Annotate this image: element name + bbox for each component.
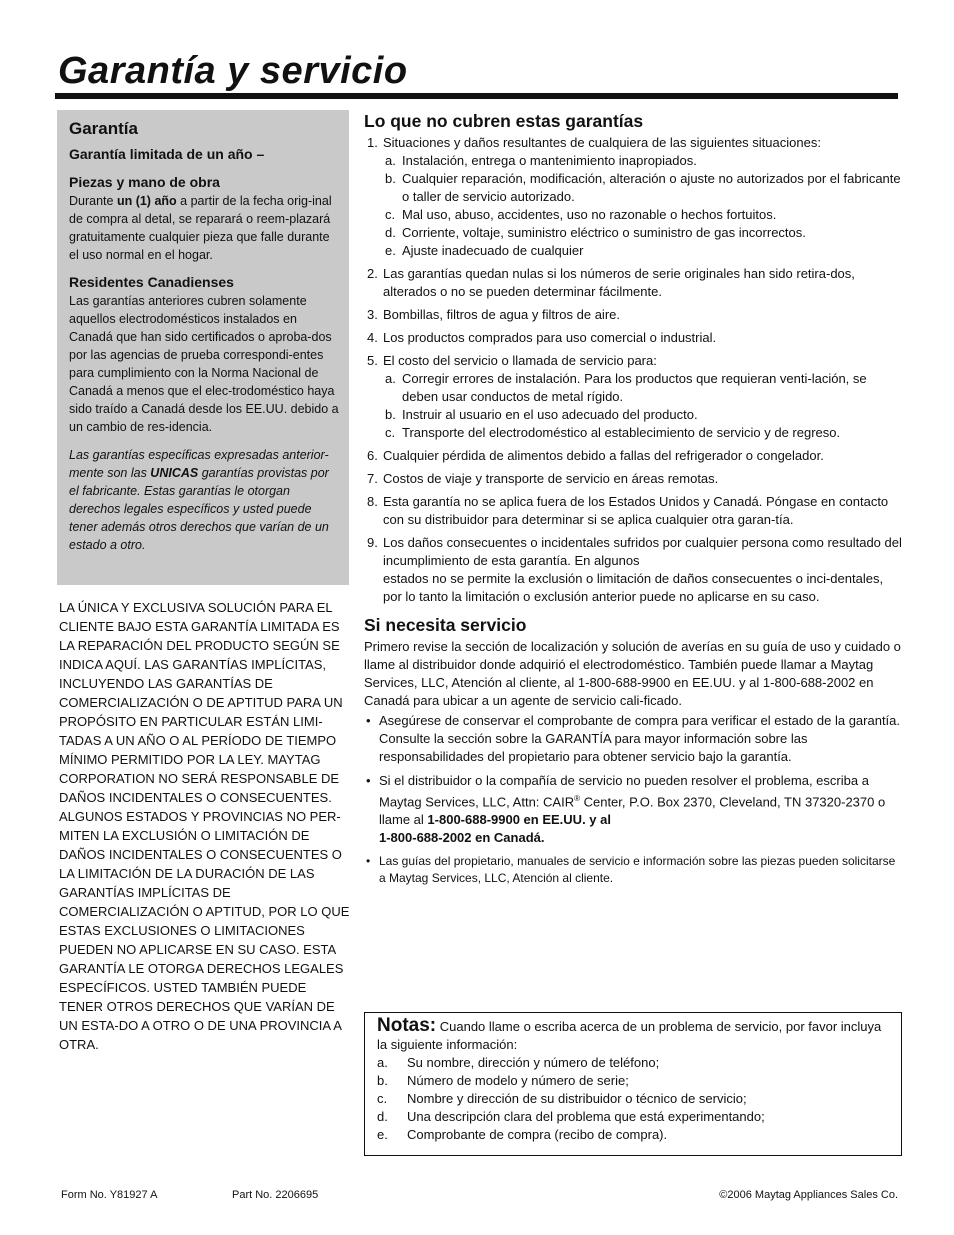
notes-item: b. Número de modelo y número de serie;: [377, 1073, 629, 1088]
not-covered-heading: Lo que no cubren estas garantías: [364, 111, 644, 131]
not-covered-subitem: a. Instalación, entrega o mantenimiento inapropiados.: [385, 153, 697, 168]
warranty-subheading-1: Garantía limitada de un año –: [69, 146, 265, 162]
specific-warranties-note: Las garantías específicas expresadas anterior-mente son las UNICAS garantías provistas por el fabricante. Estas garantías le otorgan derechos legales específicos y usted puede tener además otros derechos que varían de un estado a otro.: [69, 448, 329, 552]
not-covered-item: 5. El costo del servicio o llamada de servicio para: a. Corregir errores de instalación. Para los productos que requieran venti-lación, se deben usar conductos de metal rígido. b. Instruir al usuario en el uso adecuado del producto. c. Transporte del electrodoméstico al establecimiento de servicio y de regreso.: [364, 352, 904, 442]
not-covered-subitem: e. Ajuste inadecuado de cualquier: [385, 243, 584, 258]
warranty-box: [57, 110, 349, 585]
warranty-period: un (1) año: [116, 194, 177, 208]
not-covered-subitem: c. Transporte del electrodoméstico al establecimiento de servicio y de regreso.: [385, 425, 841, 440]
notes-list: [377, 1054, 891, 1144]
page-title: Garantía y servicio: [58, 50, 408, 92]
not-covered-subitem: c. Mal uso, abuso, accidentes, uso no razonable o hechos fortuitos.: [385, 207, 777, 222]
warranty-subheading-2: Piezas y mano de obra: [69, 174, 220, 190]
canada-text: Las garantías anteriores cubren solamente aquellos electrodomésticos instalados en Canadá que han sido certificados o aproba-dos por las agencias de prueba correspondi-entes para cumplimiento con la Norma Nacional de Canadá a menos que el elec-trodoméstico haya sido traído a Canadá desde los EE.UU. debido a un cambio de res-idencia.: [69, 294, 339, 434]
copyright: ©2006 Maytag Appliances Sales Co.: [719, 1189, 898, 1201]
title-rule: [55, 93, 898, 99]
notes-item: a. Su nombre, dirección y número de teléfono;: [377, 1055, 660, 1070]
not-covered-subitem: d. Corriente, voltaje, suministro eléctrico o suministro de gas incorrectos.: [385, 225, 806, 240]
service-bullet-1: • Asegúrese de conservar el comprobante de compra para verificar el estado de la garantía. Consulte la sección sobre la GARANTÍA para mayor información sobre las responsabilidades del propietario para obtener servicio bajo la garantía.: [366, 713, 901, 764]
not-covered-item: 9. Los daños consecuentes o incidentales sufridos por cualquier persona como resultado del incumplimiento de esta garantía. En algunos estados no se permite la exclusión o limitación de daños consecuentes o inci-dentales, por lo tanto la limitación o exclusión anterior puede no aplicarse en su caso.: [364, 534, 904, 606]
not-covered-list: [364, 134, 904, 606]
disclaimer-text: LA ÚNICA Y EXCLUSIVA SOLUCIÓN PARA EL CLIENTE BAJO ESTA GARANTÍA LIMITADA ES LA REPARACIÓN DEL PRODUCTO SEGÚN SE INDICA AQUÍ. LAS GARANTÍAS IMPLÍCITAS, INCLUYENDO LAS GARANTÍAS DE COMERCIALIZACIÓN O DE APTITUD PARA UN PROPÓSITO EN PARTICULAR ESTÁN LIMI-TADAS A UN AÑO O AL PERÍODO DE TIEMPO MÍNIMO PERMITIDO POR LA LEY. MAYTAG CORPORATION NO SERÁ RESPONSABLE DE DAÑOS INCIDENTALES O CONSECUENTES. ALGUNOS ESTADOS Y PROVINCIAS NO PER-MITEN LA EXCLUSIÓN O LIMITACIÓN DE DAÑOS INCIDENTALES O CONSECUENTES O LA LIMITACIÓN DE LA DURACIÓN DE LAS GARANTÍAS IMPLÍCITAS DE COMERCIALIZACIÓN O APTITUD, POR LO QUE ESTAS EXCLUSIONES O LIMITACIONES PUEDEN NO APLICARSE EN SU CASO. ESTA GARANTÍA LE OTORGA DERECHOS LEGALES ESPECÍFICOS. USTED TAMBIÉN PUEDE TENER OTROS DERECHOS QUE VARÍAN DE UN ESTA-DO A OTRO O DE UNA PROVINCIA A OTRA.: [59, 600, 350, 1052]
not-covered-item: 8. Esta garantía no se aplica fuera de los Estados Unidos y Canadá. Póngase en contacto con su distribuidor para determinar si se aplica cualquier otra garan-tía.: [367, 494, 889, 527]
notes-item: c. Nombre y dirección de su distribuidor o técnico de servicio;: [377, 1091, 747, 1106]
warranty-intro: Durante un (1) año a partir de la fecha orig-inal de compra al detal, se reparará o reem-plazará gratuitamente cualquier pieza que falle durante el uso normal en el hogar.: [69, 194, 332, 262]
form-number: Form No. Y81927 A: [61, 1189, 158, 1201]
not-covered-item: 3. Bombillas, filtros de agua y filtros de aire.: [367, 307, 620, 322]
notes-intro: Notas: Cuando llame o escriba acerca de un problema de servicio, por favor incluya la siguiente información:: [377, 1015, 882, 1052]
not-covered-item: 6. Cualquier pérdida de alimentos debido a fallas del refrigerador o congelador.: [367, 448, 824, 463]
notes-heading: Notas:: [377, 1015, 437, 1036]
part-number: Part No. 2206695: [232, 1189, 319, 1201]
not-covered-item: 7. Costos de viaje y transporte de servicio en áreas remotas.: [367, 471, 719, 486]
warranty-heading: Garantía: [69, 119, 138, 138]
right-column: [364, 112, 904, 893]
service-heading: Si necesita servicio: [364, 615, 527, 635]
not-covered-item: 4. Los productos comprados para uso comercial o industrial.: [367, 330, 717, 345]
notes-item: e. Comprobante de compra (recibo de compra).: [377, 1127, 668, 1142]
service-bullet-3: • Las guías del propietario, manuales de servicio e información sobre las piezas pueden solicitarse a Maytag Services, LLC, Atención al cliente.: [366, 854, 896, 886]
service-bullet-2: • Si el distribuidor o la compañía de servicio no pueden resolver el problema, escriba a Maytag Services, LLC, Attn: CAIR® Center, P.O. Box 2370, Cleveland, TN 37320-2370 o llame al 1-800-688-9900 en EE.UU. y al 1-800-688-2002 en Canadá.: [366, 773, 886, 846]
canada-heading: Residentes Canadienses: [69, 274, 234, 290]
service-intro: Primero revise la sección de localización y solución de averías en su guía de uso y cuidado o llame al distribuidor donde adquirió el electrodoméstico. También puede llamar a Maytag Services, LLC, Atención al cliente, al 1-800-688-9900 en EE.UU. y al 1-800-688-2002 en Canadá para ubicar a un agente de servicio cali-ficado.: [364, 639, 901, 708]
notes-item: d. Una descripción clara del problema que está experimentando;: [377, 1109, 765, 1124]
not-covered-subitem: a. Corregir errores de instalación. Para los productos que requieran venti-lación, se deben usar conductos de metal rígido.: [385, 371, 867, 404]
not-covered-item: 2. Las garantías quedan nulas si los números de serie originales han sido retira-dos, alterados o no se pueden determinar fácilmente.: [367, 266, 855, 299]
not-covered-item-continuation: estados no se permite la exclusión o limitación de daños consecuentes o inci-dentales, por lo tanto la limitación o exclusión anterior puede no aplicarse en su caso.: [383, 571, 884, 604]
not-covered-subitem: b. Instruir al usuario en el uso adecuado del producto.: [385, 407, 698, 422]
notes-box: [364, 1012, 902, 1156]
not-covered-item: 1. Situaciones y daños resultantes de cualquiera de las siguientes situaciones: a. Instalación, entrega o mantenimiento inapropiados. b. Cualquier reparación, modificación, alteración o ajuste no autorizados por el fabricante o taller de servicio autorizado. c. Mal uso, abuso, accidentes, uso no razonable o hechos fortuitos. d. Corriente, voltaje, suministro eléctrico o suministro de gas incorrectos. e. Ajuste inadecuado de cualquier: [364, 134, 904, 260]
not-covered-subitem: b. Cualquier reparación, modificación, alteración o ajuste no autorizados por el fabricante o taller de servicio autorizado.: [385, 171, 901, 204]
